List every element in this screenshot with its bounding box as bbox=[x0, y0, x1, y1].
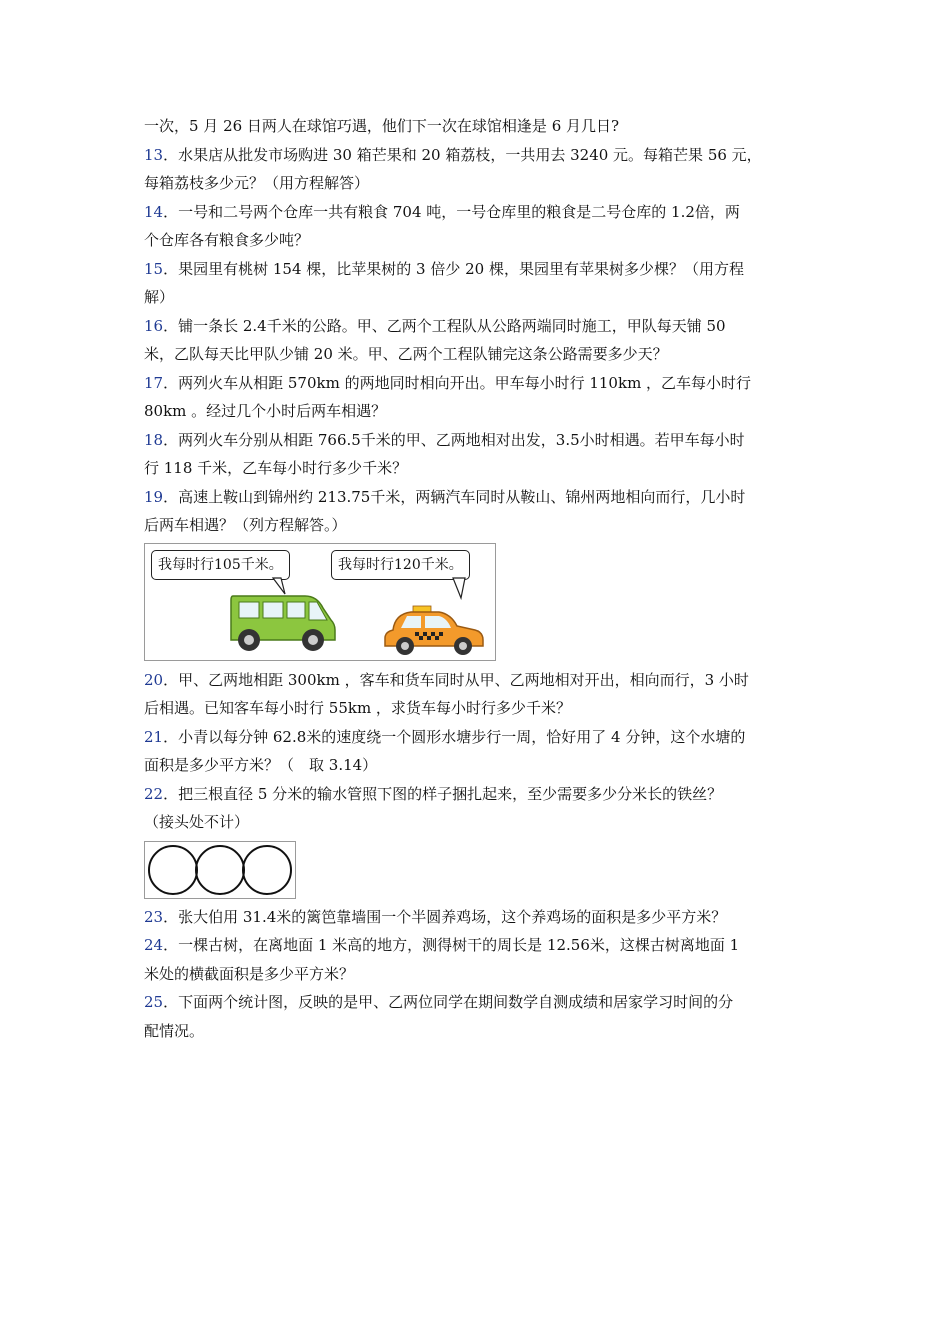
question-number: 20 bbox=[144, 670, 164, 689]
document-page bbox=[144, 112, 814, 1045]
question-14: 14．一号和二号两个仓库一共有粮食 704 吨，一号仓库里的粮食是二号仓库的 1.2倍，两 bbox=[144, 202, 740, 221]
question-number: 22 bbox=[144, 784, 164, 803]
question-number: 17 bbox=[144, 373, 164, 392]
cars-illustration bbox=[145, 544, 495, 660]
question-25: 25．下面两个统计图，反映的是甲、乙两位同学在期间数学自测成绩和居家学习时间的分 bbox=[144, 993, 734, 1011]
question-number: 19 bbox=[144, 487, 164, 506]
question-19-cont: 后两车相遇？（列方程解答。） bbox=[144, 516, 347, 534]
question-13-cont: 每箱荔枝多少元？（用方程解答） bbox=[144, 174, 370, 192]
question-number: 23 bbox=[144, 907, 164, 926]
question-16-cont: 米，乙队每天比甲队少铺 20 米。甲、乙两个工程队铺完这条公路需要多少天？ bbox=[144, 345, 668, 363]
taxi-icon bbox=[385, 606, 483, 655]
question-number: 15 bbox=[144, 259, 164, 278]
question-22: 22．把三根直径 5 分米的输水管照下图的样子捆扎起来，至少需要多少分米长的铁丝？ bbox=[144, 784, 723, 803]
question-number: 18 bbox=[144, 430, 164, 449]
pipe-circle-1 bbox=[149, 846, 197, 894]
question-23: 23．张大伯用 31.4米的篱笆靠墙围一个半圆养鸡场，这个养鸡场的面积是多少平方米？ bbox=[144, 907, 727, 926]
question-22-cont: （接头处不计） bbox=[144, 813, 250, 831]
van-icon bbox=[231, 596, 335, 651]
question-21: 21．小青以每分钟 62.8米的速度绕一个圆形水塘步行一周，恰好用了 4 分钟，这个水塘的 bbox=[144, 727, 746, 746]
question-16: 16．铺一条长 2.4千米的公路。甲、乙两个工程队从公路两端同时施工，甲队每天铺 50 bbox=[144, 316, 726, 335]
question-17: 17．两列火车从相距 570km 的两地同时相向开出。甲车每小时行 110km ，乙车每小时行 bbox=[144, 373, 752, 392]
question-24-cont: 米处的横截面积是多少平方米？ bbox=[144, 964, 355, 983]
question-number: 14 bbox=[144, 202, 164, 221]
cars-figure bbox=[144, 543, 496, 661]
question-21-cont: 面积是多少平方米？（ 取 3.14） bbox=[144, 756, 378, 774]
question-number: 21 bbox=[144, 727, 164, 746]
pipes-figure bbox=[144, 841, 296, 899]
pipe-circle-3 bbox=[243, 846, 291, 894]
speech-bubble-right: 我每时行120千米。 bbox=[331, 550, 470, 580]
question-24: 24．一棵古树，在离地面 1 米高的地方，测得树干的周长是 12.56米，这棵古树离地面 1 bbox=[144, 936, 740, 954]
question-number: 16 bbox=[144, 316, 164, 335]
question-20: 20．甲、乙两地相距 300km ，客车和货车同时从甲、乙两地相对开出，相向而行，3 小时 bbox=[144, 670, 749, 689]
question-number: 13 bbox=[144, 145, 164, 164]
question-17-cont: 80km 。经过几个小时后两车相遇？ bbox=[144, 402, 387, 420]
question-18: 18．两列火车分别从相距 766.5千米的甲、乙两地相对出发，3.5小时相遇。若甲车每小时 bbox=[144, 430, 745, 449]
text-line: 一次，5 月 26 日两人在球馆巧遇，他们下一次在球馆相逢是 6 月几日? bbox=[144, 117, 620, 135]
question-number: 24 bbox=[144, 936, 164, 954]
question-14-cont: 个仓库各有粮食多少吨？ bbox=[144, 231, 310, 249]
speech-bubble-left: 我每时行105千米。 bbox=[151, 550, 290, 580]
question-13: 13．水果店从批发市场购进 30 箱芒果和 20 箱荔枝，一共用去 3240 元。每箱芒果 56 元， bbox=[144, 145, 762, 164]
question-18-cont: 行 118 千米，乙车每小时行多少千米？ bbox=[144, 459, 408, 477]
question-15-cont: 解） bbox=[144, 288, 175, 306]
question-15: 15．果园里有桃树 154 棵，比苹果树的 3 倍少 20 棵，果园里有苹果树多少棵？（用方程 bbox=[144, 259, 744, 278]
question-20-cont: 后相遇。已知客车每小时行 55km ，求货车每小时行多少千米？ bbox=[144, 699, 571, 717]
question-number: 25 bbox=[144, 993, 164, 1011]
pipes-illustration bbox=[145, 842, 295, 898]
pipe-circle-2 bbox=[196, 846, 244, 894]
question-19: 19．高速上鞍山到锦州约 213.75千米，两辆汽车同时从鞍山、锦州两地相向而行，几小时 bbox=[144, 487, 746, 506]
question-25-cont: 配情况。 bbox=[144, 1021, 205, 1040]
